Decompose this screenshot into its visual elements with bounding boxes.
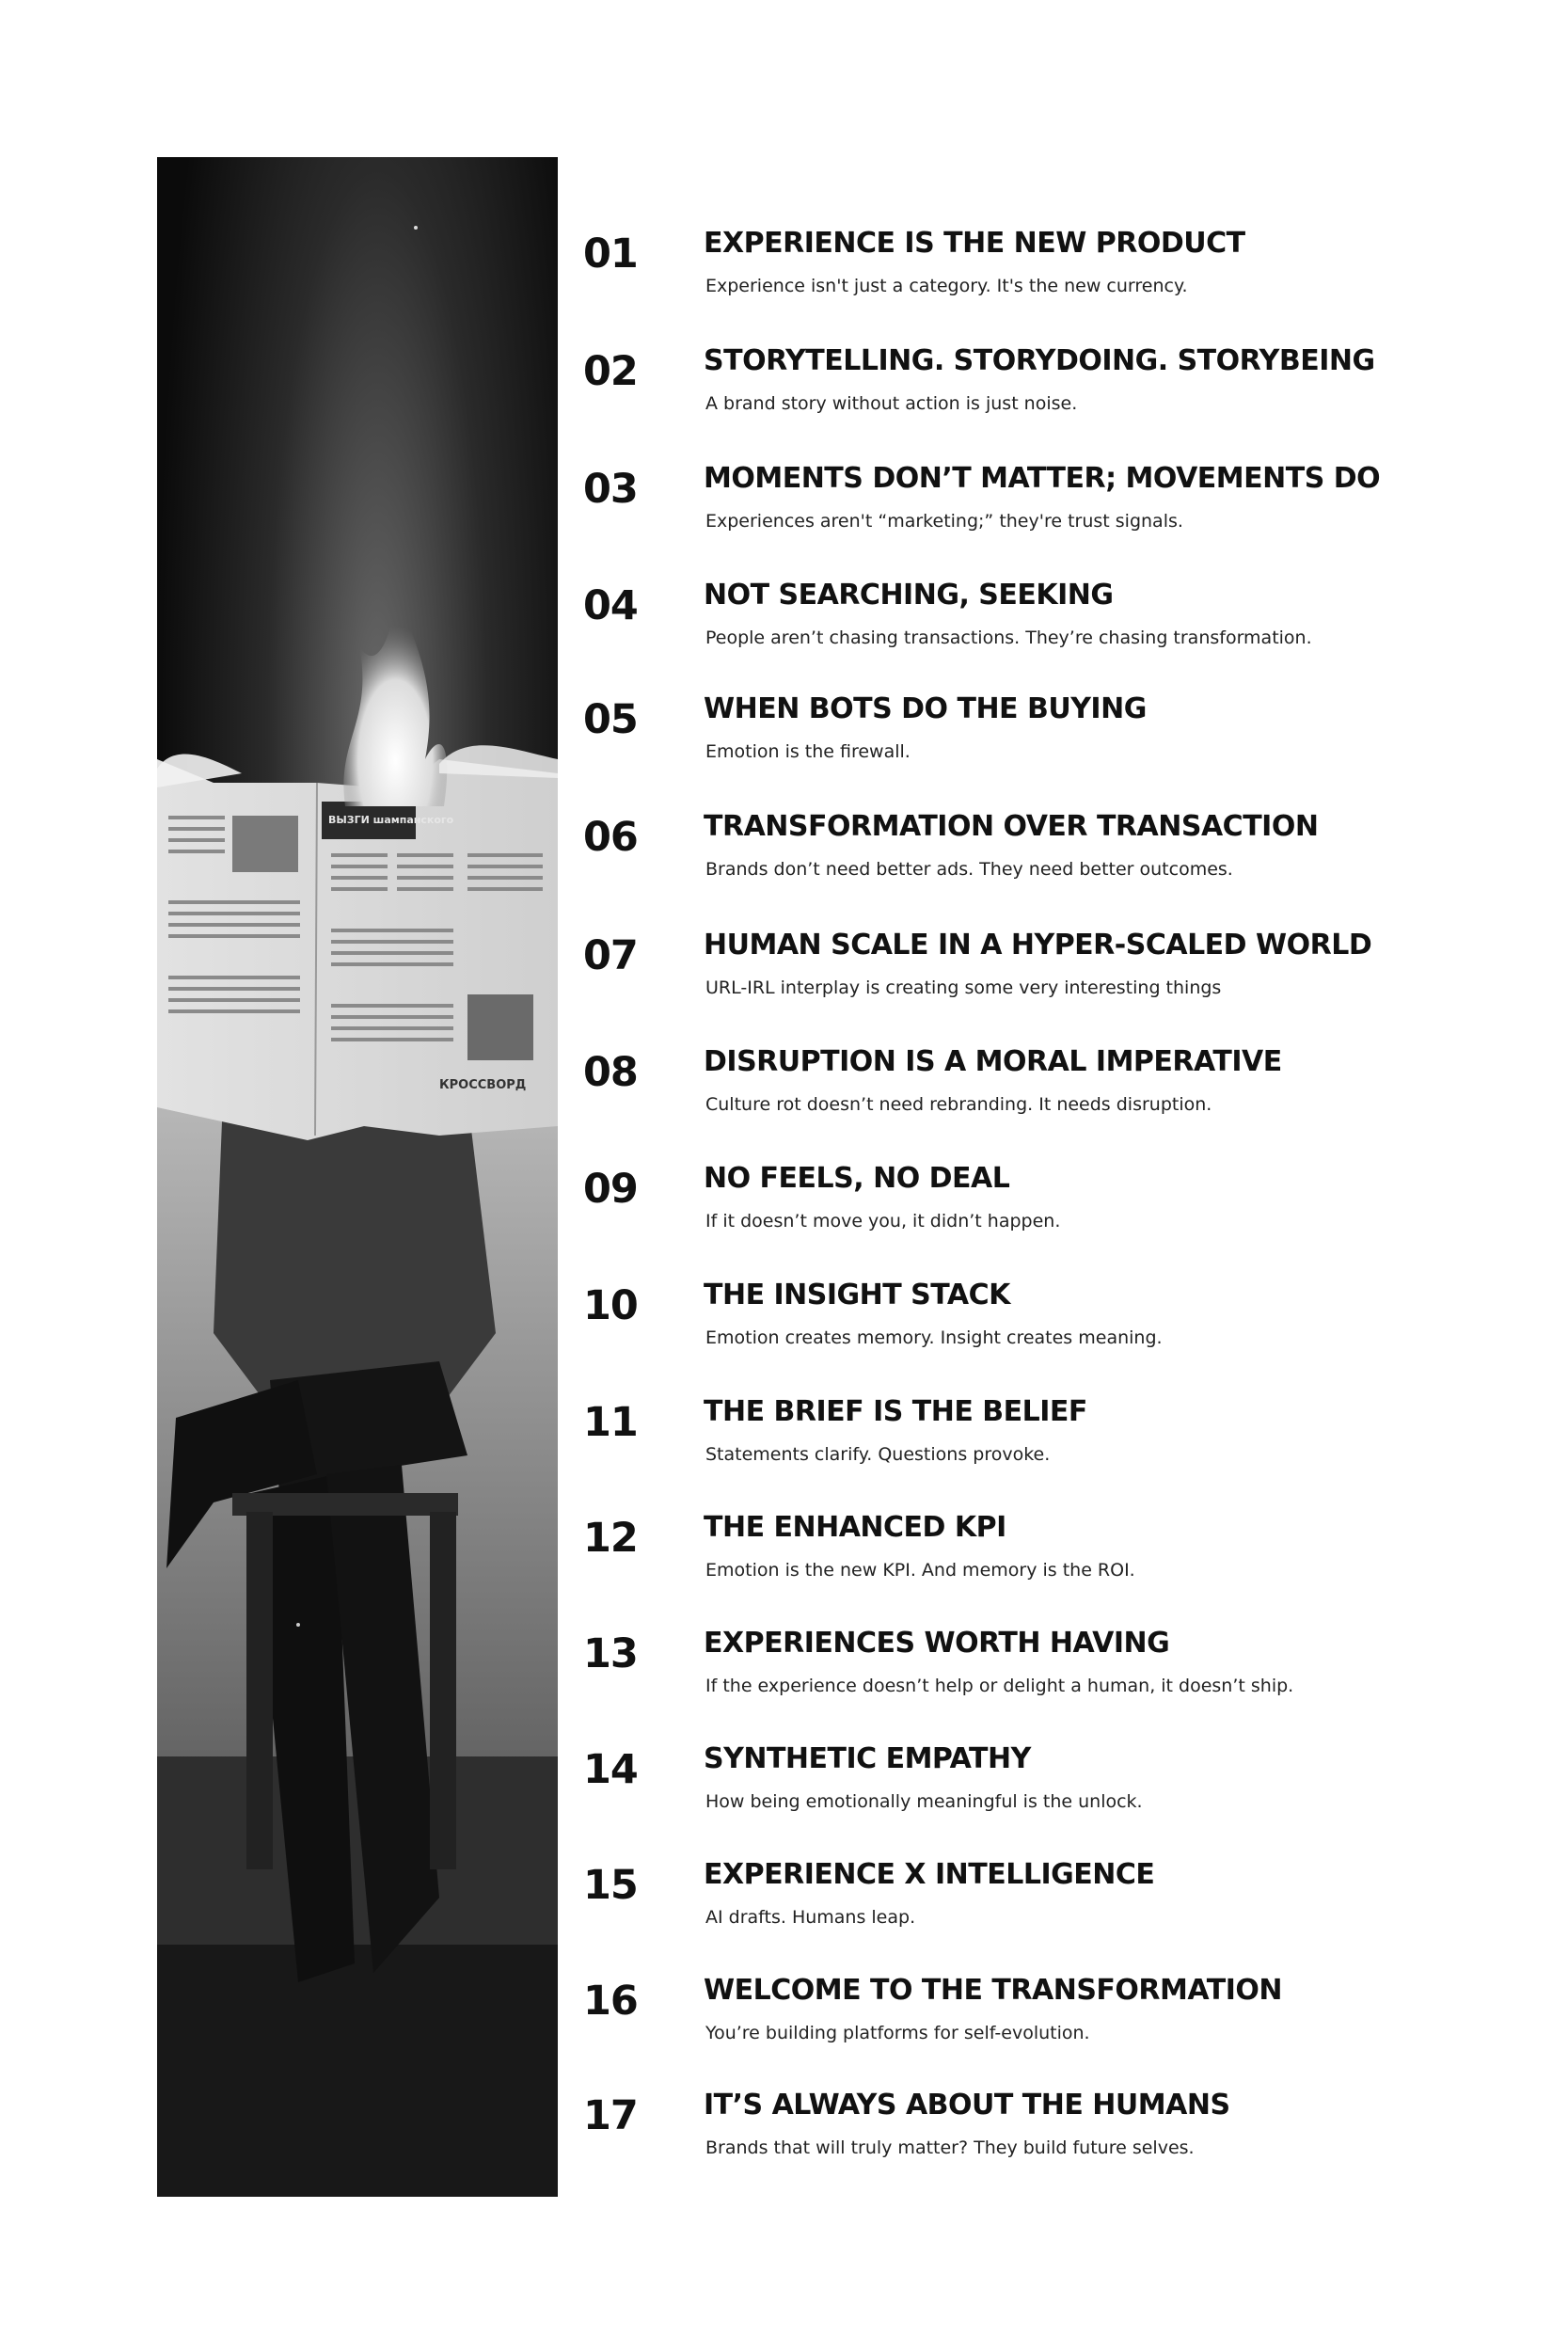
entry-description: URL-IRL interplay is creating some very interesting things (705, 977, 1222, 998)
entry-title: EXPERIENCES WORTH HAVING (704, 1627, 1170, 1660)
toc-entry-12[interactable] (583, 1511, 1524, 1618)
toc-entry-03[interactable] (583, 462, 1524, 569)
toc-entry-15[interactable] (583, 1858, 1524, 1965)
entry-title: STORYTELLING. STORYDOING. STORYBEING (704, 344, 1375, 377)
toc-entry-13[interactable] (583, 1627, 1524, 1734)
entry-title: TRANSFORMATION OVER TRANSACTION (704, 810, 1319, 843)
entry-description: You’re building platforms for self-evolution. (705, 2023, 1090, 2043)
entry-title: WHEN BOTS DO THE BUYING (704, 692, 1147, 725)
entry-number: 08 (583, 1049, 638, 1096)
entry-title: WELCOME TO THE TRANSFORMATION (704, 1974, 1283, 2007)
entry-number: 04 (583, 582, 638, 629)
entry-description: Statements clarify. Questions provoke. (705, 1444, 1051, 1465)
entry-description: How being emotionally meaningful is the unlock. (705, 1791, 1143, 1812)
entry-number: 17 (583, 2092, 638, 2139)
entry-title: NO FEELS, NO DEAL (704, 1162, 1010, 1195)
newspaper-masthead: ВЫЗГИ шампанского (328, 814, 454, 826)
entry-number: 11 (583, 1399, 638, 1446)
entry-description: Brands that will truly matter? They build future selves. (705, 2137, 1195, 2158)
entry-number: 13 (583, 1630, 638, 1677)
entry-description: Experience isn't just a category. It's the new currency. (705, 276, 1188, 296)
toc-entry-07[interactable] (583, 929, 1524, 1036)
entry-number: 10 (583, 1282, 638, 1329)
toc-entry-08[interactable] (583, 1045, 1524, 1152)
entry-number: 15 (583, 1862, 638, 1909)
entry-number: 07 (583, 932, 638, 979)
entry-title: NOT SEARCHING, SEEKING (704, 579, 1114, 612)
entry-description: Emotion is the firewall. (705, 741, 911, 762)
newspaper-section: КРОССВОРД (439, 1078, 527, 1092)
entry-title: IT’S ALWAYS ABOUT THE HUMANS (704, 2089, 1230, 2122)
entry-description: Experiences aren't “marketing;” they're trust signals. (705, 511, 1183, 532)
cover-photo-burning-newspaper (157, 157, 558, 2197)
entry-title: EXPERIENCE IS THE NEW PRODUCT (704, 227, 1245, 260)
table-of-contents (583, 0, 1524, 2352)
entry-title: DISRUPTION IS A MORAL IMPERATIVE (704, 1045, 1282, 1078)
toc-entry-11[interactable] (583, 1395, 1524, 1502)
entry-description: Emotion creates memory. Insight creates meaning. (705, 1327, 1163, 1348)
entry-description: People aren’t chasing transactions. They’re chasing transformation. (705, 628, 1312, 648)
entry-description: Culture rot doesn’t need rebranding. It needs disruption. (705, 1094, 1212, 1115)
entry-title: THE INSIGHT STACK (704, 1279, 1010, 1311)
entry-number: 06 (583, 814, 638, 861)
entry-title: THE BRIEF IS THE BELIEF (704, 1395, 1087, 1428)
entry-number: 14 (583, 1746, 638, 1793)
entry-title: THE ENHANCED KPI (704, 1511, 1006, 1544)
entry-title: MOMENTS DON’T MATTER; MOVEMENTS DO (704, 462, 1381, 495)
entry-title: HUMAN SCALE IN A HYPER-SCALED WORLD (704, 929, 1372, 961)
entry-description: If the experience doesn’t help or delight a human, it doesn’t ship. (705, 1676, 1294, 1696)
toc-entry-05[interactable] (583, 692, 1524, 800)
toc-entry-04[interactable] (583, 579, 1524, 686)
toc-entry-06[interactable] (583, 810, 1524, 917)
toc-entry-16[interactable] (583, 1974, 1524, 2081)
toc-entry-10[interactable] (583, 1279, 1524, 1386)
entry-description: Brands don’t need better ads. They need better outcomes. (705, 859, 1233, 880)
entry-number: 02 (583, 348, 638, 395)
toc-entry-09[interactable] (583, 1162, 1524, 1269)
toc-entry-14[interactable] (583, 1742, 1524, 1850)
entry-number: 01 (583, 230, 638, 278)
entry-title: EXPERIENCE X INTELLIGENCE (704, 1858, 1155, 1891)
entry-description: If it doesn’t move you, it didn’t happen. (705, 1211, 1061, 1232)
toc-entry-02[interactable] (583, 344, 1524, 452)
entry-description: AI drafts. Humans leap. (705, 1907, 916, 1928)
toc-entry-01[interactable] (583, 227, 1524, 334)
entry-description: A brand story without action is just noise. (705, 393, 1078, 414)
entry-number: 12 (583, 1515, 638, 1562)
entry-number: 05 (583, 696, 638, 743)
entry-number: 09 (583, 1166, 638, 1213)
entry-number: 03 (583, 466, 638, 513)
entry-title: SYNTHETIC EMPATHY (704, 1742, 1031, 1775)
entry-number: 16 (583, 1978, 638, 2025)
entry-description: Emotion is the new KPI. And memory is the ROI. (705, 1560, 1135, 1581)
toc-entry-17[interactable] (583, 2089, 1524, 2196)
